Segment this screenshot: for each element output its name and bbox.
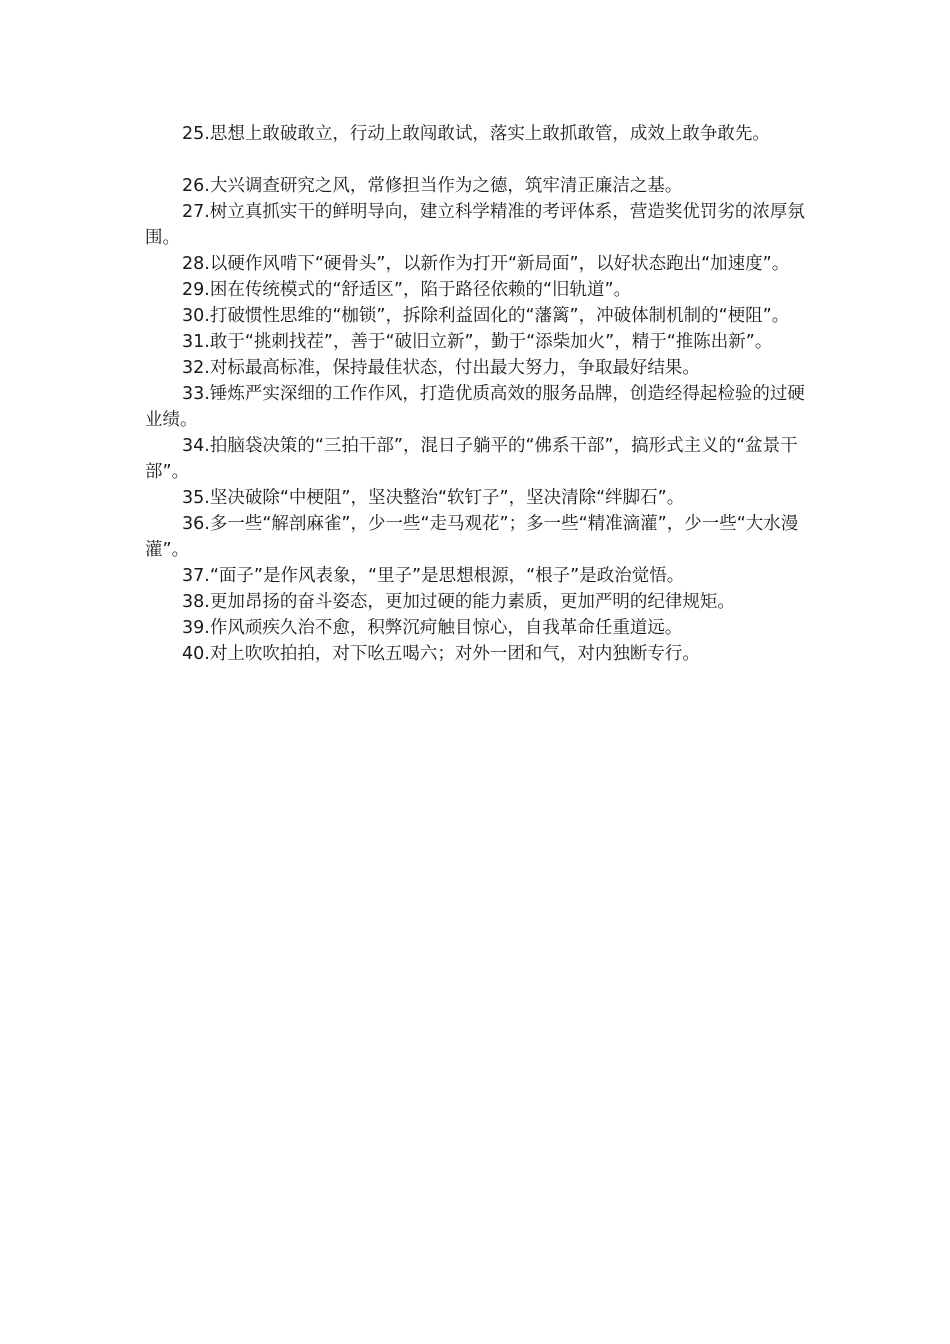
list-item-30: 30.打破惯性思维的“枷锁”，拆除利益固化的“藩篱”，冲破体制机制的“梗阻”。 (182, 306, 790, 326)
list-item-37: 37.“面子”是作风表象，“里子”是思想根源，“根子”是政治觉悟。 (182, 566, 685, 586)
list-item-39: 39.作风顽疾久治不愈，积弊沉疴触目惊心，自我革命任重道远。 (182, 618, 683, 638)
list-item-34: 34.拍脑袋决策的“三拍干部”，混日子躺平的“佛系干部”，搞形式主义的“盆景干部”。 (145, 436, 798, 482)
list-item-31: 31.敢于“挑刺找茬”，善于“破旧立新”，勤于“添柴加火”，精于“推陈出新”。 (182, 332, 773, 352)
list-item-25: 25.思想上敢破敢立，行动上敢闯敢试，落实上敢抓敢管，成效上敢争敢先。 (182, 124, 770, 144)
list-item-29: 29.困在传统模式的“舒适区”，陷于路径依赖的“旧轨道”。 (182, 280, 632, 300)
list-item-28: 28.以硬作风啃下“硬骨头”，以新作为打开“新局面”，以好状态跑出“加速度”。 (182, 254, 790, 274)
list-item-40: 40.对上吹吹拍拍，对下吆五喝六；对外一团和气，对内独断专行。 (182, 644, 700, 664)
list-item-36: 36.多一些“解剖麻雀”，少一些“走马观花”；多一些“精准滴灌”，少一些“大水漫灌”。 (145, 514, 799, 560)
list-item-35: 35.坚决破除“中梗阻”，坚决整治“软钉子”，坚决清除“绊脚石”。 (182, 488, 685, 508)
list-item-33: 33.锤炼严实深细的工作作风，打造优质高效的服务品牌，创造经得起检验的过硬业绩。 (145, 384, 805, 430)
list-item-26: 26.大兴调查研究之风，常修担当作为之德，筑牢清正廉洁之基。 (182, 176, 683, 196)
list-item-38: 38.更加昂扬的奋斗姿态，更加过硬的能力素质，更加严明的纪律规矩。 (182, 592, 735, 612)
document-body (145, 121, 811, 667)
list-item-32: 32.对标最高标准，保持最佳状态，付出最大努力，争取最好结果。 (182, 358, 700, 378)
list-item-27: 27.树立真抓实干的鲜明导向，建立科学精准的考评体系，营造奖优罚劣的浓厚氛围。 (145, 202, 805, 248)
